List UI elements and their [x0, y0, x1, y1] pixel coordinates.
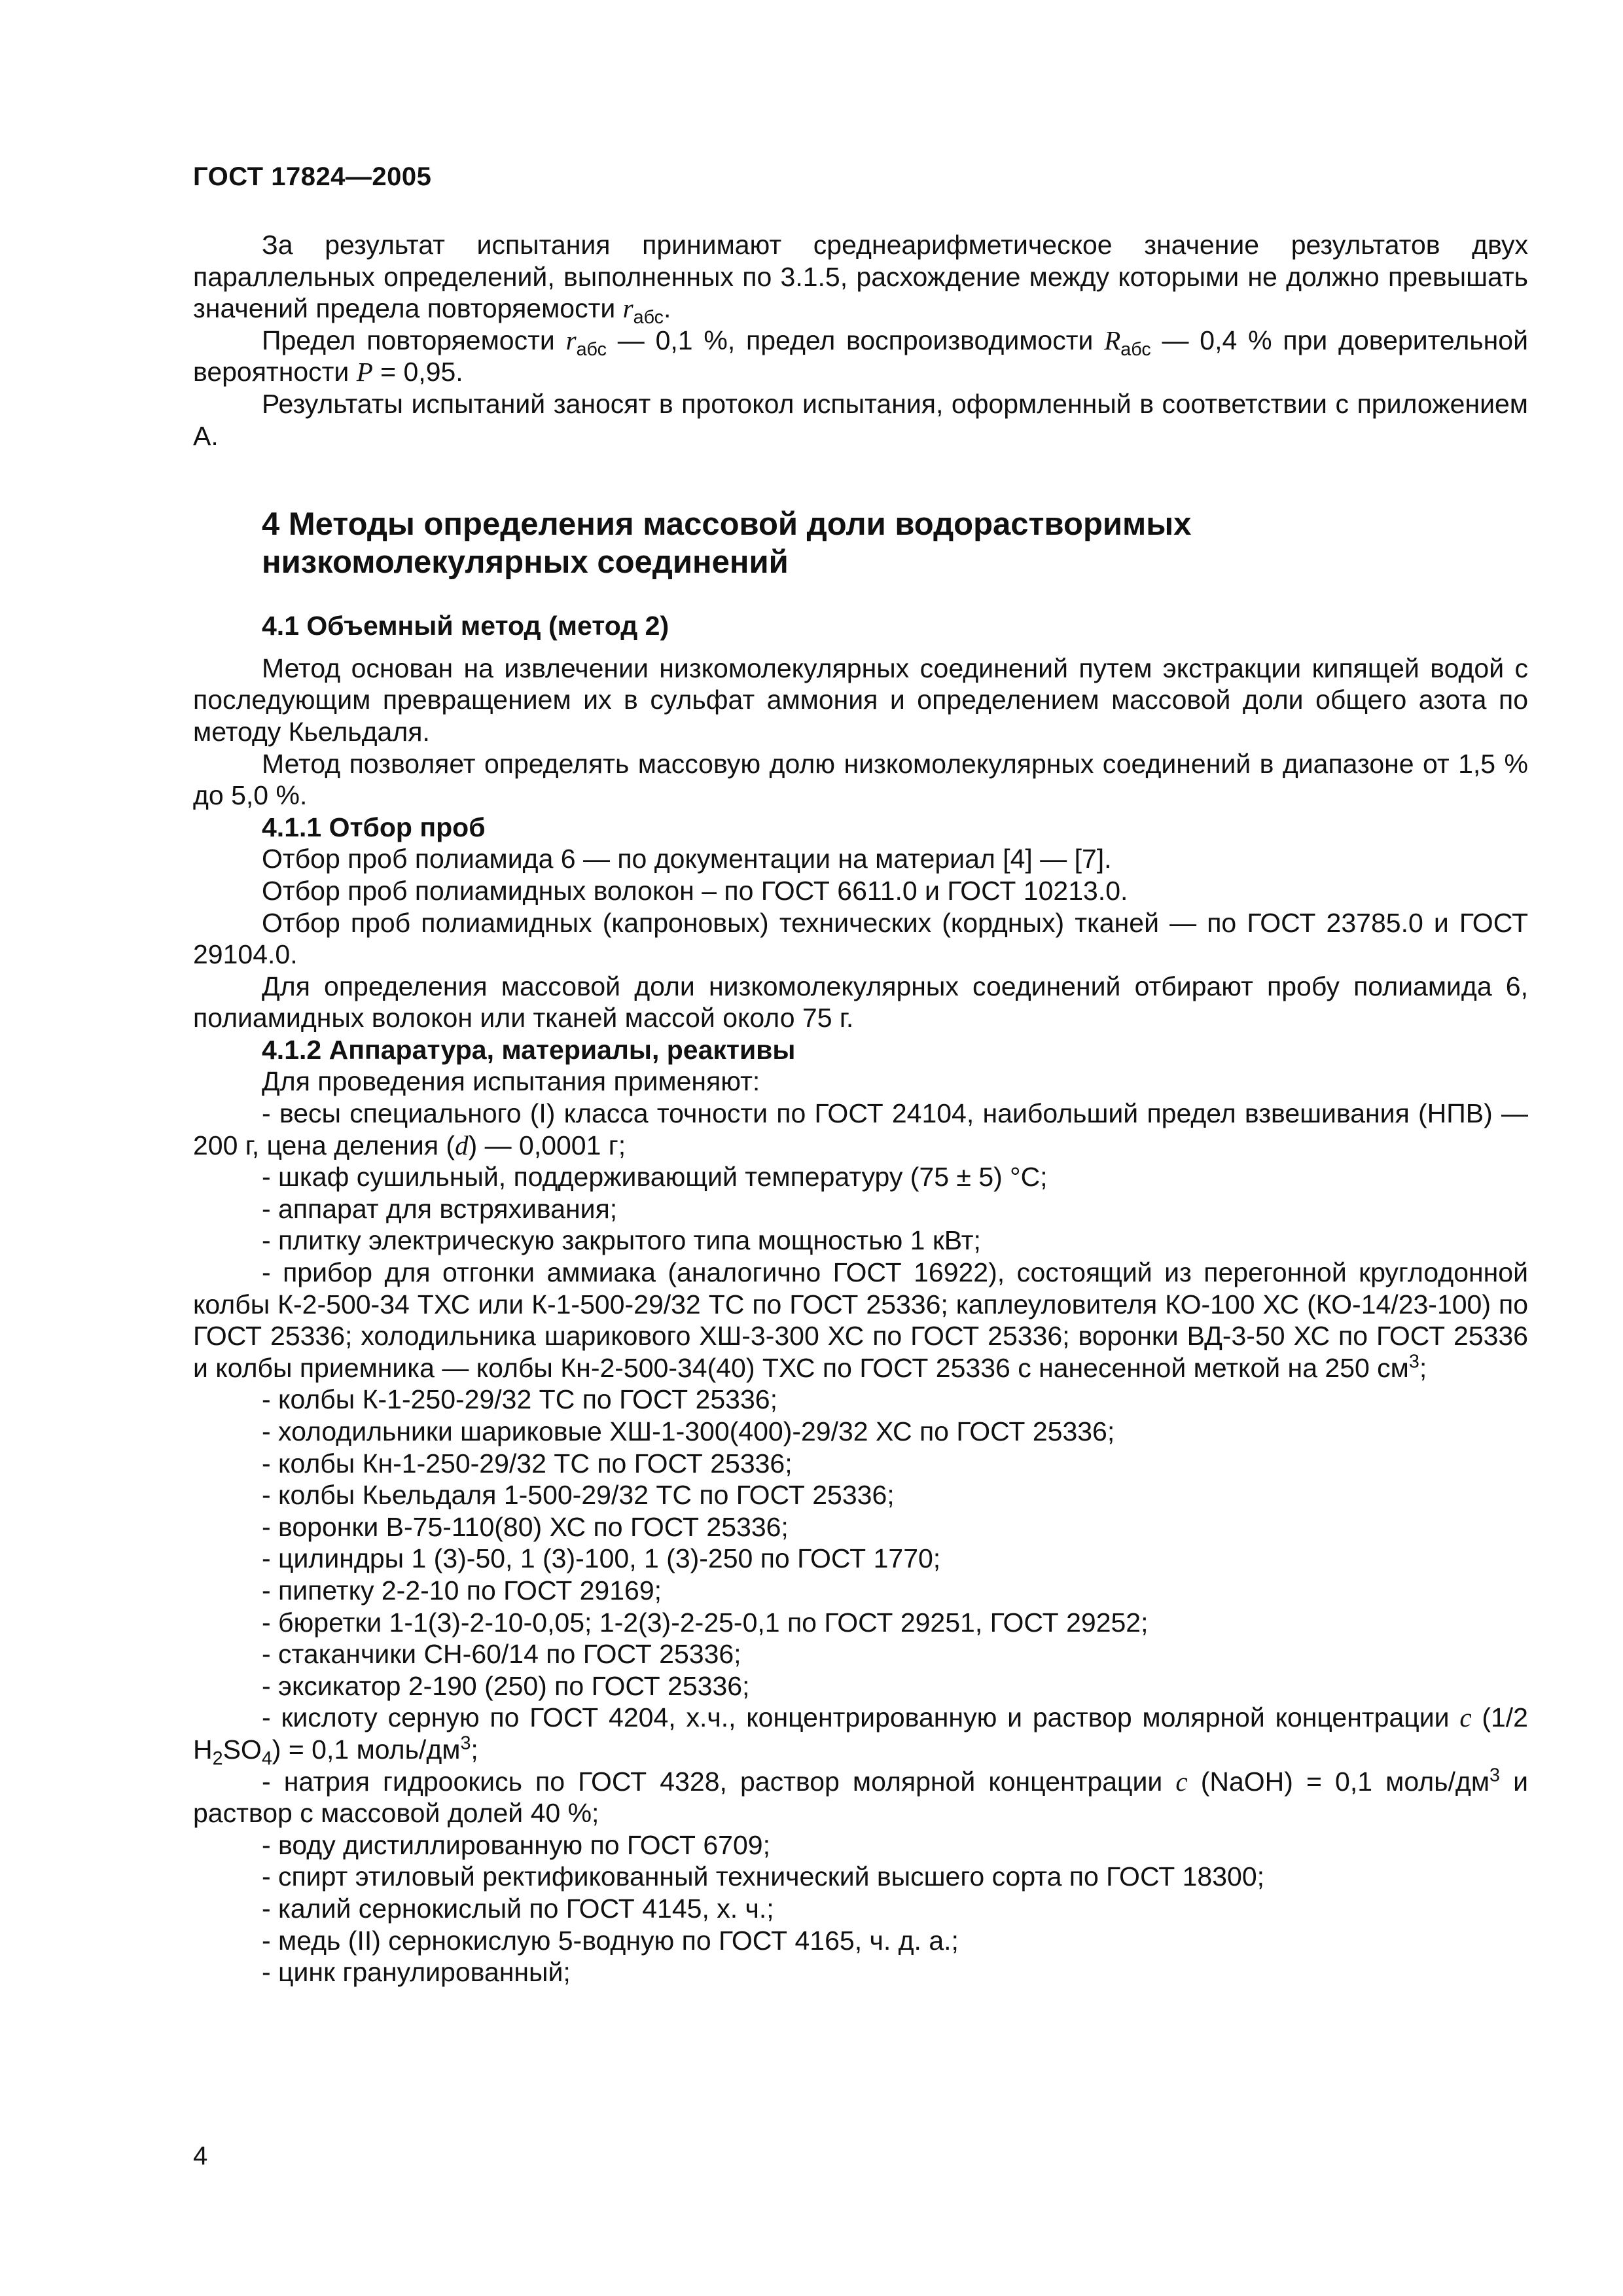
list-item: - колбы Кн-1-250-29/32 ТС по ГОСТ 25336; — [262, 1448, 793, 1479]
page-number: 4 — [193, 2142, 208, 2170]
list-item: - аппарат для встряхивания; — [262, 1193, 618, 1224]
list-item: - кислоту серную по ГОСТ 4204, х.ч., концентрированную и раствор молярной концентрации c (1/2 $H_2SO_4) = 0,1$ моль/$дм^3$; — [193, 1702, 1528, 1770]
equipment-intro: Для проведения испытания применяют: — [262, 1066, 760, 1097]
sampling-paragraph-3: Отбор проб полиамидных (капроновых) технических (кордных) тканей — по ГОСТ 23785.0 и ГОСТ 29104.0. — [193, 907, 1528, 970]
repeatability-limit-paragraph: Предел повторяемости $r_{абс}$ — 0,1 %, предел воспроизводимости $R_{абс}$ — 0,4 % при доверительной вероятности P = 0,95. — [193, 325, 1528, 387]
section-4-1-1-heading: 4.1.1 Отбор проб — [262, 812, 486, 842]
method-range-paragraph: Метод позволяет определять массовую долю низкомолекулярных соединений в диапазоне от 1,5 % до 5,0 %. — [193, 748, 1528, 811]
list-item: - калий сернокислый по ГОСТ 4145, х. ч.; — [262, 1893, 774, 1924]
list-item: - цинк гранулированный; — [262, 1957, 571, 1988]
list-item: - медь (II) сернокислую 5-водную по ГОСТ 4165, ч. д. а.; — [262, 1925, 959, 1956]
list-item: - пипетку 2-2-10 по ГОСТ 29169; — [262, 1575, 662, 1605]
list-item: - бюретки 1-1(3)-2-10-0,05; 1-2(3)-2-25-0,1 по ГОСТ 29251, ГОСТ 29252; — [262, 1607, 1149, 1638]
list-item: - эксикатор 2-190 (250) по ГОСТ 25336; — [262, 1670, 750, 1701]
list-item: - спирт этиловый ректификованный технический высшего сорта по ГОСТ 18300; — [262, 1861, 1265, 1892]
result-paragraph: За результат испытания принимают среднеарифметическое значение результатов двух параллельных определений, выполненных по 3.1.5, расхождение между которыми не должно превышать значений предела повторяемости $r_{абс}$. — [193, 230, 1528, 329]
list-item: - цилиндры 1 (3)-50, 1 (3)-100, 1 (3)-250 по ГОСТ 1770; — [262, 1543, 941, 1574]
list-item: - колбы Кьельдаля 1-500-29/32 ТС по ГОСТ 25336; — [262, 1480, 895, 1511]
list-item: - весы специального (I) класса точности по ГОСТ 24104, наибольший предел взвешивания (НПВ) — 200 г, цена деления (d) — 0,0001 г; — [193, 1098, 1528, 1160]
list-item: - шкаф сушильный, поддерживающий температуру (75 ± 5) °С; — [262, 1162, 1048, 1193]
list-item: - холодильники шариковые ХШ-1-300(400)-29/32 ХС по ГОСТ 25336; — [262, 1416, 1115, 1446]
section-4-heading: 4 Методы определения массовой доли водорастворимых низкомолекулярных соединений — [262, 507, 1192, 581]
list-item: - натрия гидроокись по ГОСТ 4328, раствор молярной концентрации c (NaOH) = 0,1 моль/$дм^3$ и раствор с массовой долей 40 %; — [193, 1764, 1528, 1829]
sampling-paragraph-2: Отбор проб полиамидных волокон – по ГОСТ 6611.0 и ГОСТ 10213.0. — [262, 875, 1128, 906]
sampling-paragraph-1: Отбор проб полиамида 6 — по документации на материал [4] — [7]. — [262, 844, 1112, 874]
list-item: - воронки В-75-110(80) ХС по ГОСТ 25336; — [262, 1511, 789, 1542]
protocol-paragraph: Результаты испытаний заносят в протокол испытания, оформленный в соответствии с приложением А. — [193, 388, 1528, 451]
document-code-header: ГОСТ 17824—2005 — [193, 162, 432, 191]
section-4-1-heading: 4.1 Объемный метод (метод 2) — [262, 611, 669, 641]
section-4-1-2-heading: 4.1.2 Аппаратура, материалы, реактивы — [262, 1034, 796, 1065]
list-item: - колбы К-1-250-29/32 ТС по ГОСТ 25336; — [262, 1384, 777, 1415]
list-item: - прибор для отгонки аммиака (аналогично ГОСТ 16922), состоящий из перегонной круглодонной колбы К-2-500-34 ТХС или К-1-500-29/32 ТС по ГОСТ 25336; каплеуловителя КО-100 ХС (КО-14/23-100) по ГОСТ 25336; холодильника шарикового ХШ-3-300 ХС по ГОСТ 25336; воронки ВД-3-50 ХС по ГОСТ 25336 и колбы приемника — колбы Кн-2-500-34(40) ТХС по ГОСТ 25336 с нанесенной меткой на 250 $см^3$; — [193, 1257, 1528, 1383]
list-item: - воду дистиллированную по ГОСТ 6709; — [262, 1829, 770, 1860]
list-item: - стаканчики СН-60/14 по ГОСТ 25336; — [262, 1639, 741, 1670]
sampling-paragraph-4: Для определения массовой доли низкомолекулярных соединений отбирают пробу полиамида 6, полиамидных волокон или тканей массой около 75 г. — [193, 971, 1528, 1033]
method-principle-paragraph: Метод основан на извлечении низкомолекулярных соединений путем экстракции кипящей водой с последующим превращением их в сульфат аммония и определением массовой доли общего азота по методу Кьельдаля. — [193, 653, 1528, 747]
page-content — [193, 229, 1528, 1988]
list-item: - плитку электрическую закрытого типа мощностью 1 кВт; — [262, 1225, 981, 1256]
